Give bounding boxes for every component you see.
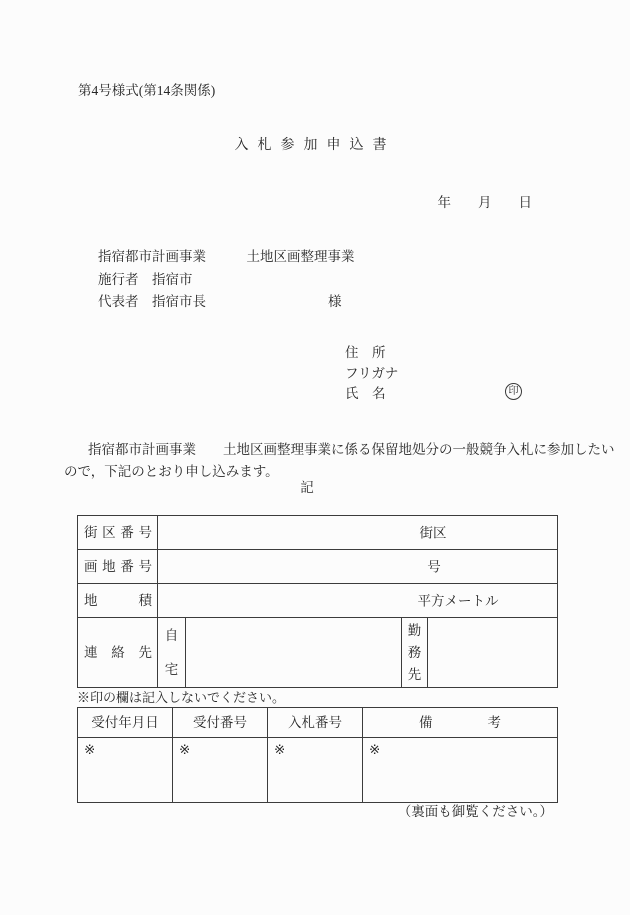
lot-unit-label: 号 [427, 558, 441, 574]
home-contact-field [186, 618, 402, 688]
representative-label: 代表者 指宿市長 [98, 294, 206, 309]
lot-number-label: 画地番号 [78, 550, 158, 584]
block-unit-label: 街区 [419, 524, 447, 540]
contact-label: 連絡先 [78, 618, 158, 688]
block-number-label: 街区番号 [78, 516, 158, 550]
form-number: 第4号様式(第14条関係) [78, 83, 216, 98]
project-name-line: 指宿都市計画事業 土地区画整理事業 [98, 249, 355, 264]
land-area-field [158, 584, 558, 618]
block-number-field [158, 516, 558, 550]
table-row-land-area [78, 584, 558, 618]
square-meter-unit-label: 平方メートル [417, 592, 499, 608]
addressee-block [98, 250, 355, 318]
lot-number-field [158, 550, 558, 584]
remarks-cell: ※ [363, 738, 558, 803]
date-line: 年 月 日 [437, 195, 532, 210]
executor-line: 施行者 指宿市 [98, 271, 193, 287]
receipt-date-header: 受付年月日 [78, 708, 173, 738]
table-row-block-number [78, 516, 558, 550]
home-sublabel: 自宅 [158, 618, 186, 688]
land-area-label: 地積 [78, 584, 158, 618]
work-contact-field [428, 618, 558, 688]
statement-line-2: ので，下記のとおり申し込みます。 [64, 463, 279, 479]
table-row-lot-number [78, 550, 558, 584]
table-row-contact [78, 618, 558, 688]
office-use-header-row [78, 708, 558, 738]
page-title: 入札参加申込書 [234, 138, 396, 153]
honorific-sama: 様 [328, 294, 342, 309]
receipt-number-header: 受付番号 [173, 708, 268, 738]
seal-mark-icon: 印 [505, 383, 522, 400]
do-not-fill-note: ※印の欄は記入しないでください。 [77, 690, 286, 705]
receipt-number-cell: ※ [173, 738, 268, 803]
address-label: 住 所 [345, 345, 386, 360]
office-use-table [77, 707, 558, 803]
bid-number-header: 入札番号 [268, 708, 363, 738]
see-reverse-note: （裏面も御覧ください。） [397, 804, 553, 819]
furigana-label: フリガナ [345, 365, 399, 381]
remarks-header: 備考 [363, 708, 558, 738]
office-use-data-row [78, 738, 558, 803]
applicant-block [345, 346, 398, 408]
application-statement [64, 443, 615, 486]
statement-line-1: 指宿都市計画事業 土地区画整理事業に係る保留地処分の一般競争入札に参加したい [88, 442, 615, 457]
name-label: 氏 名 [345, 386, 386, 401]
work-sublabel: 勤務先 [402, 618, 428, 688]
representative-line [98, 295, 355, 318]
bid-number-cell: ※ [268, 738, 363, 803]
receipt-date-cell: ※ [78, 738, 173, 803]
application-details-table [77, 515, 558, 688]
ki-heading: 記 [300, 480, 314, 495]
